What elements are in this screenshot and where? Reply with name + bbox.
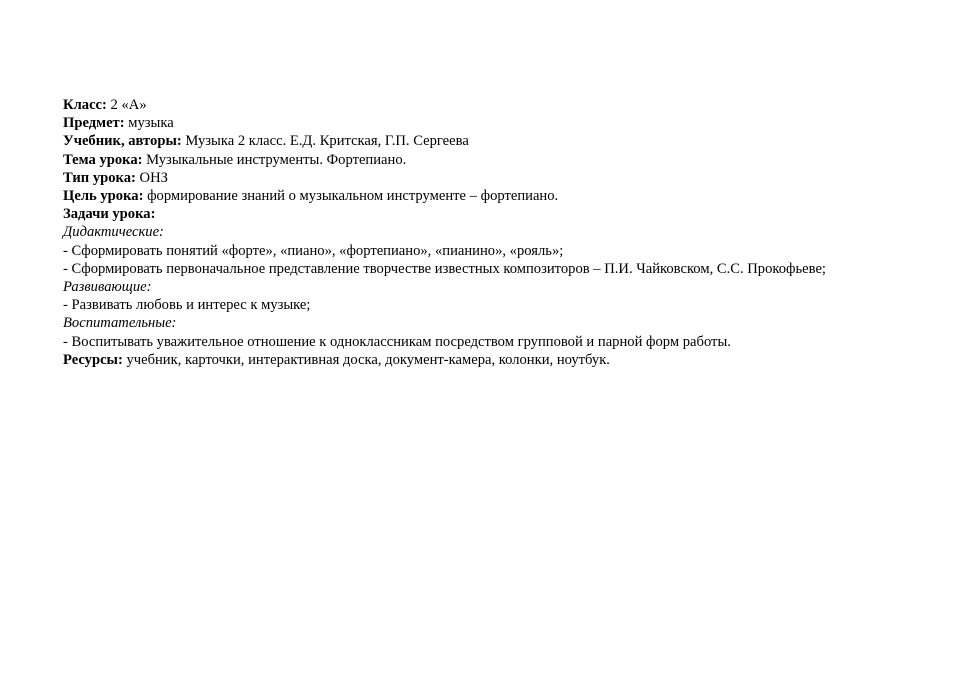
goal-value: формирование знаний о музыкальном инструменте – фортепиано. [143,188,559,205]
topic-value: Музыкальные инструменты. Фортепиано. [142,151,407,168]
resources-value: учебник, карточки, интерактивная доска, документ-камера, колонки, ноутбук. [122,351,610,368]
type-label: Тип урока: [63,169,136,186]
developing-heading: Развивающие: [63,279,152,296]
topic-line [63,151,883,169]
type-line [63,169,883,187]
didactic-item: - Сформировать первоначальное представление творчестве известных композиторов – П.И. Чайковском, С.С. Прокофьеве; [63,260,826,277]
subject-value: музыка [124,115,174,132]
didactic-heading: Дидактические: [63,224,164,241]
tasks-heading: Задачи урока: [63,206,156,223]
class-line [63,96,883,114]
educational-item: - Воспитывать уважительное отношение к одноклассникам посредством групповой и парной форм работы. [63,333,731,350]
goal-label: Цель урока: [63,188,144,205]
resources-line [63,351,883,369]
class-value: 2 «А» [106,97,147,113]
textbook-value: Музыка 2 класс. Е.Д. Критская, Г.П. Сергеева [181,133,469,150]
educational-heading: Воспитательные: [63,315,177,332]
topic-label: Тема урока: [63,151,143,168]
class-label: Класс: [63,97,107,113]
textbook-label: Учебник, авторы: [63,133,182,150]
goal-line [63,187,883,205]
lesson-plan-document [63,96,883,369]
type-value: ОНЗ [135,169,168,186]
subject-line [63,114,883,132]
textbook-line [63,132,883,150]
developing-item: - Развивать любовь и интерес к музыке; [63,297,311,314]
resources-label: Ресурсы: [63,351,123,368]
subject-label: Предмет: [63,115,125,132]
didactic-item: - Сформировать понятий «форте», «пиано», «фортепиано», «пианино», «рояль»; [63,242,564,259]
